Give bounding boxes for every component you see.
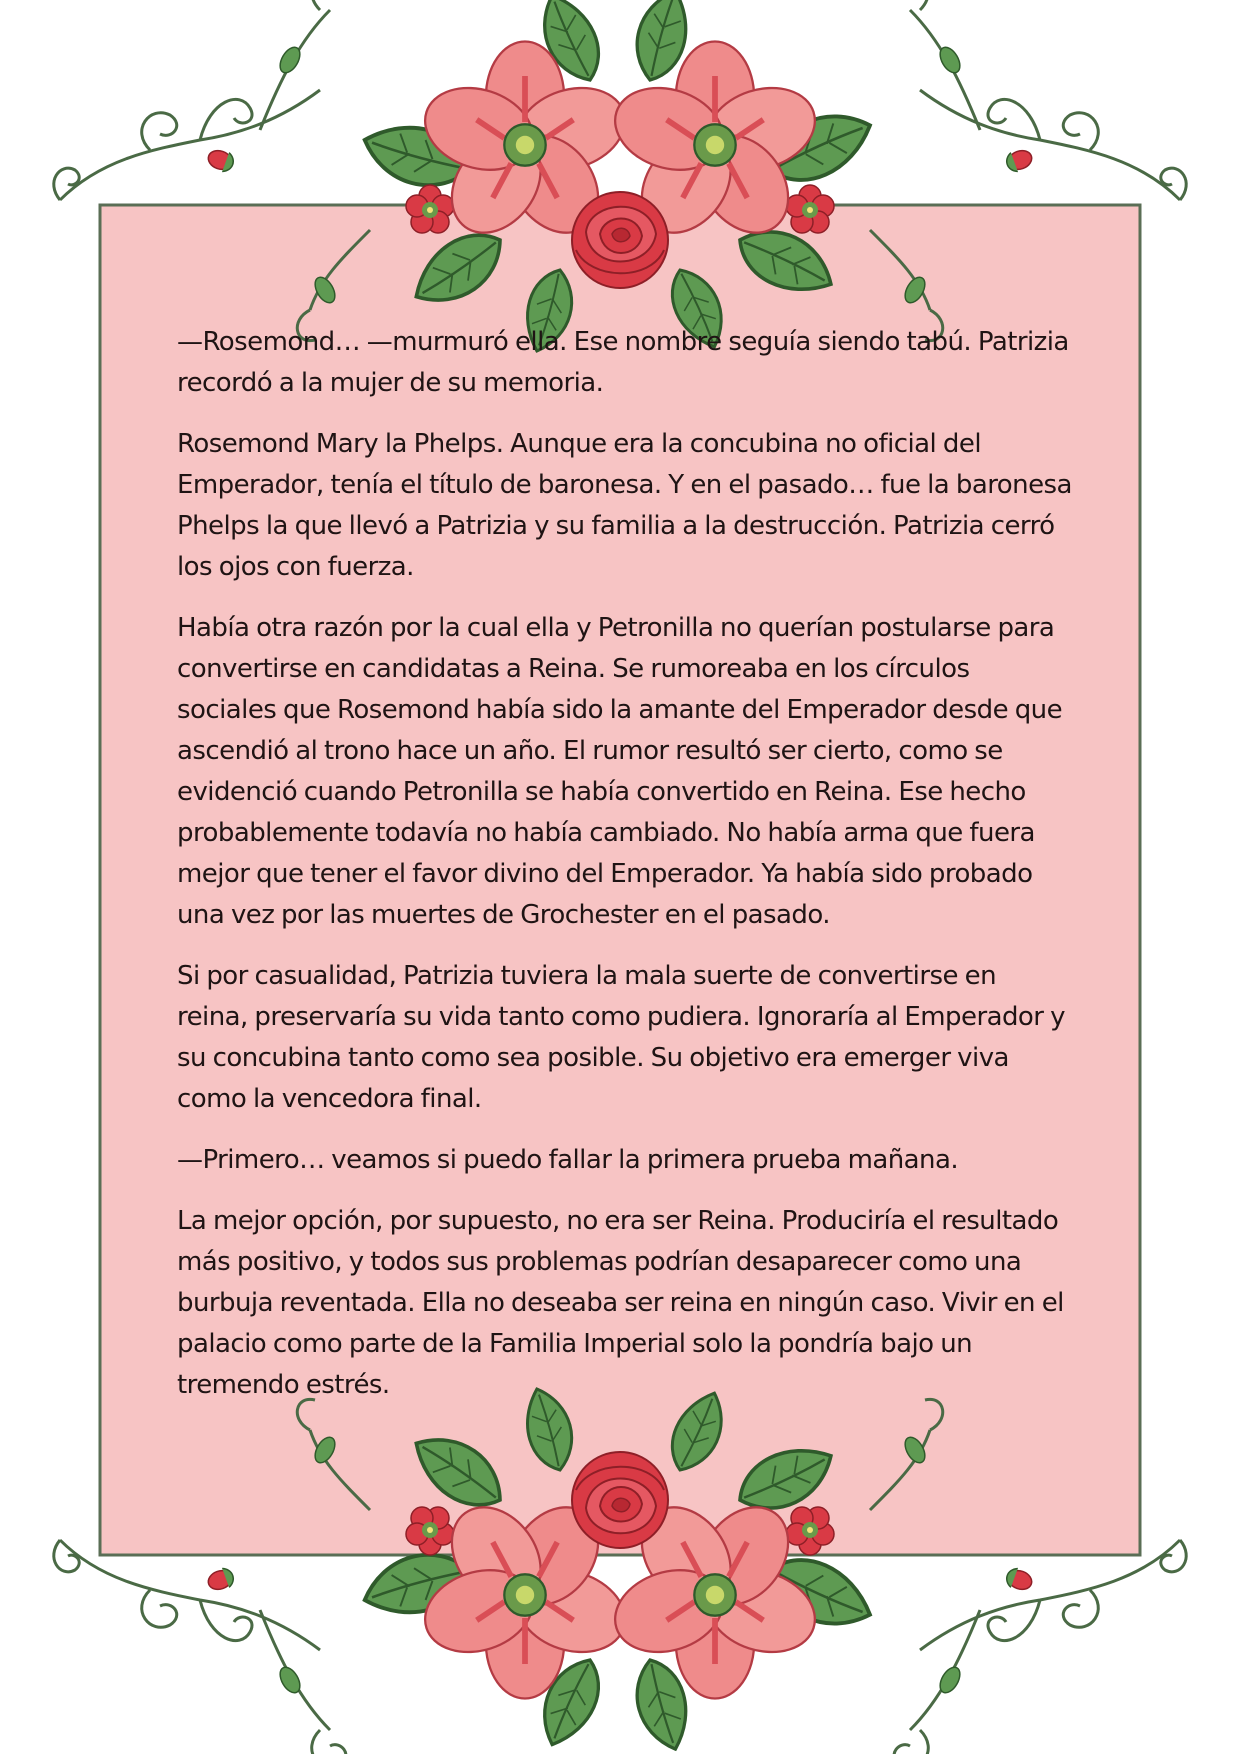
paragraph: —Primero… veamos si puedo fallar la primera prueba mañana.: [177, 1145, 959, 1175]
paragraph: —Rosemond… —murmuró ella. Ese nombre seguía siendo tabú. Patrizia recordó a la mujer de su memoria.: [177, 327, 1069, 398]
paragraph: Había otra razón por la cual ella y Petronilla no querían postularse para convertirse en candidatas a Reina. Se rumoreaba en los círculos sociales que Rosemond había sido la amante del Emperador desde que ascendió al trono hace un año. El rumor resultó ser cierto, como se evidenció cuando Petronilla se había convertido en Reina. Ese hecho probablemente todavía no había cambiado. No había arma que fuera mejor que tener el favor divino del Emperador. Ya había sido probado una vez por las muertes de Grochester en el pasado.: [177, 613, 1063, 930]
paragraph: La mejor opción, por supuesto, no era ser Reina. Produciría el resultado más positivo, y todos sus problemas podrían desaparecer como una burbuja reventada. Ella no deseaba ser reina en ningún caso. Vivir en el palacio como parte de la Familia Imperial solo la pondría bajo un tremendo estrés.: [177, 1206, 1064, 1400]
body-text: [177, 322, 1072, 1426]
paragraph: Rosemond Mary la Phelps. Aunque era la concubina no oficial del Emperador, tenía el título de baronesa. Y en el pasado… fue la baronesa Phelps la que llevó a Patrizia y su familia a la destrucción. Patrizia cerró los ojos con fuerza.: [177, 429, 1072, 582]
paragraph: Si por casualidad, Patrizia tuviera la mala suerte de convertirse en reina, preservaría su vida tanto como pudiera. Ignoraría al Emperador y su concubina tanto como sea posible. Su objetivo era emerger viva como la vencedora final.: [177, 961, 1065, 1114]
